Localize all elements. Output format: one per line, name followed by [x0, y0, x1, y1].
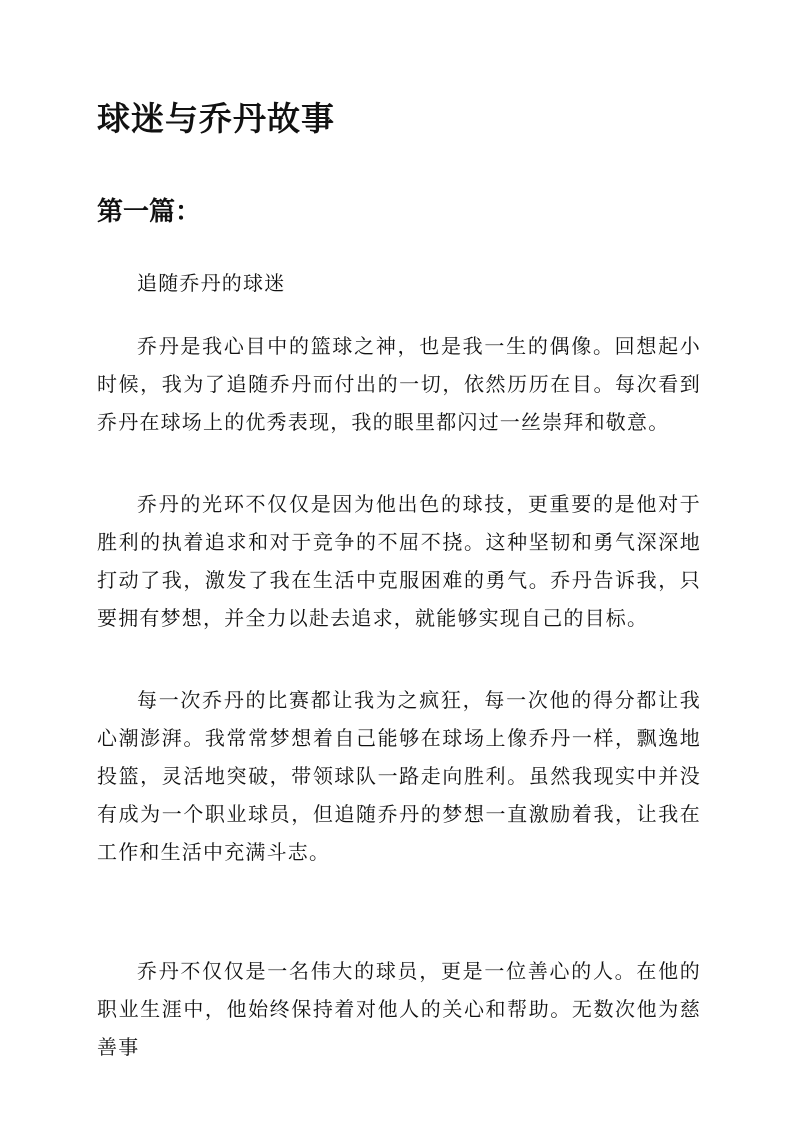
- paragraph-1: 乔丹是我心目中的篮球之神，也是我一生的偶像。回想起小时候，我为了追随乔丹而付出的一切，依然历历在目。每次看到乔丹在球场上的优秀表现，我的眼里都闪过一丝崇拜和敬意。: [97, 334, 701, 434]
- section-heading: 第一篇：: [97, 197, 202, 227]
- paragraph-2: 乔丹的光环不仅仅是因为他出色的球技，更重要的是他对于胜利的执着追求和对于竞争的不屈不挠。这种坚韧和勇气深深地打动了我，激发了我在生活中克服困难的勇气。乔丹告诉我，只要拥有梦想，并全力以赴去追求，就能够实现自己的目标。: [97, 492, 701, 630]
- article-subtitle: 追随乔丹的球迷: [137, 271, 286, 295]
- document-title: 球迷与乔丹故事: [97, 99, 335, 138]
- paragraph-4: 乔丹不仅仅是一名伟大的球员，更是一位善心的人。在他的职业生涯中，他始终保持着对他人的关心和帮助。无数次他为慈善事: [97, 959, 701, 1059]
- paragraph-3: 每一次乔丹的比赛都让我为之疯狂，每一次他的得分都让我心潮澎湃。我常常梦想着自己能够在球场上像乔丹一样，飘逸地投篮，灵活地突破，带领球队一路走向胜利。虽然我现实中并没有成为一个职业球员，但追随乔丹的梦想一直激励着我，让我在工作和生活中充满斗志。: [97, 688, 701, 864]
